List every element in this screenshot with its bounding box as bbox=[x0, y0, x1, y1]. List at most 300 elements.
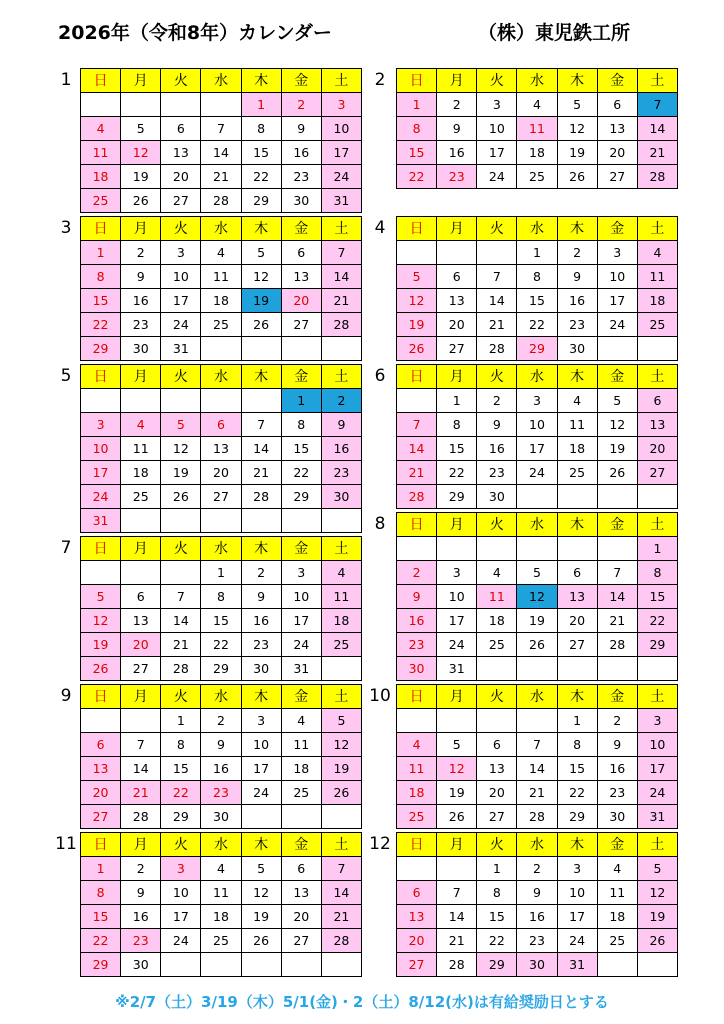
day-cell: 20 bbox=[437, 313, 477, 337]
month-number-9: 9 bbox=[60, 686, 72, 706]
day-cell: 19 bbox=[321, 757, 361, 781]
day-cell: 22 bbox=[81, 929, 121, 953]
empty-cell bbox=[397, 537, 437, 561]
day-cell: 29 bbox=[557, 805, 597, 829]
day-cell: 26 bbox=[241, 313, 281, 337]
day-cell: 25 bbox=[517, 165, 557, 189]
day-cell: 23 bbox=[121, 929, 161, 953]
weekday-header: 日 bbox=[81, 365, 121, 389]
day-cell: 20 bbox=[201, 461, 241, 485]
empty-cell bbox=[517, 709, 557, 733]
day-cell: 27 bbox=[281, 929, 321, 953]
day-cell: 5 bbox=[517, 561, 557, 585]
weekday-header: 木 bbox=[241, 537, 281, 561]
weekday-header: 木 bbox=[241, 685, 281, 709]
day-cell: 6 bbox=[281, 241, 321, 265]
empty-cell bbox=[637, 337, 677, 361]
day-cell: 18 bbox=[81, 165, 121, 189]
month-table-5 bbox=[80, 364, 362, 533]
day-cell: 13 bbox=[161, 141, 201, 165]
day-cell: 26 bbox=[557, 165, 597, 189]
day-cell: 5 bbox=[557, 93, 597, 117]
month-table-6 bbox=[396, 364, 678, 509]
day-cell: 14 bbox=[397, 437, 437, 461]
month-table-1 bbox=[80, 68, 362, 213]
day-cell: 3 bbox=[161, 241, 201, 265]
day-cell: 1 bbox=[161, 709, 201, 733]
day-cell: 10 bbox=[161, 265, 201, 289]
day-cell: 3 bbox=[81, 413, 121, 437]
weekday-header: 月 bbox=[121, 217, 161, 241]
day-cell: 21 bbox=[397, 461, 437, 485]
day-cell: 4 bbox=[637, 241, 677, 265]
empty-cell bbox=[121, 561, 161, 585]
day-cell: 27 bbox=[121, 657, 161, 681]
day-cell: 10 bbox=[437, 585, 477, 609]
day-cell: 23 bbox=[397, 633, 437, 657]
day-cell: 27 bbox=[81, 805, 121, 829]
day-cell: 11 bbox=[517, 117, 557, 141]
day-cell: 14 bbox=[321, 881, 361, 905]
day-cell: 16 bbox=[281, 141, 321, 165]
weekday-header: 金 bbox=[281, 537, 321, 561]
empty-cell bbox=[121, 93, 161, 117]
day-cell: 26 bbox=[517, 633, 557, 657]
day-cell: 23 bbox=[557, 313, 597, 337]
day-cell: 7 bbox=[321, 857, 361, 881]
day-cell: 8 bbox=[557, 733, 597, 757]
day-cell: 27 bbox=[397, 953, 437, 977]
empty-cell bbox=[161, 953, 201, 977]
day-cell: 7 bbox=[241, 413, 281, 437]
day-cell: 18 bbox=[557, 437, 597, 461]
day-cell: 1 bbox=[637, 537, 677, 561]
day-cell: 22 bbox=[437, 461, 477, 485]
day-cell: 31 bbox=[81, 509, 121, 533]
day-cell: 3 bbox=[597, 241, 637, 265]
day-cell: 11 bbox=[201, 265, 241, 289]
day-cell: 24 bbox=[321, 165, 361, 189]
day-cell: 17 bbox=[477, 141, 517, 165]
day-cell: 23 bbox=[477, 461, 517, 485]
weekday-header: 火 bbox=[477, 69, 517, 93]
day-cell: 14 bbox=[321, 265, 361, 289]
day-cell: 10 bbox=[477, 117, 517, 141]
day-cell: 7 bbox=[161, 585, 201, 609]
weekday-header: 月 bbox=[437, 69, 477, 93]
weekday-header: 月 bbox=[437, 217, 477, 241]
day-cell: 4 bbox=[281, 709, 321, 733]
month-table-11 bbox=[80, 832, 362, 977]
day-cell: 7 bbox=[201, 117, 241, 141]
day-cell: 21 bbox=[121, 781, 161, 805]
day-cell: 24 bbox=[81, 485, 121, 509]
day-cell: 17 bbox=[81, 461, 121, 485]
empty-cell bbox=[81, 709, 121, 733]
day-cell: 2 bbox=[121, 241, 161, 265]
day-cell: 10 bbox=[637, 733, 677, 757]
day-cell: 16 bbox=[241, 609, 281, 633]
day-cell: 24 bbox=[517, 461, 557, 485]
day-cell: 6 bbox=[281, 857, 321, 881]
day-cell: 21 bbox=[437, 929, 477, 953]
day-cell: 25 bbox=[201, 929, 241, 953]
empty-cell bbox=[241, 509, 281, 533]
day-cell: 5 bbox=[397, 265, 437, 289]
day-cell: 4 bbox=[397, 733, 437, 757]
day-cell: 6 bbox=[557, 561, 597, 585]
day-cell: 11 bbox=[321, 585, 361, 609]
day-cell: 4 bbox=[597, 857, 637, 881]
weekday-header: 火 bbox=[161, 537, 201, 561]
empty-cell bbox=[397, 709, 437, 733]
day-cell: 5 bbox=[637, 857, 677, 881]
empty-cell bbox=[281, 337, 321, 361]
month-number-3: 3 bbox=[60, 218, 72, 238]
day-cell: 18 bbox=[321, 609, 361, 633]
day-cell: 17 bbox=[437, 609, 477, 633]
day-cell: 26 bbox=[81, 657, 121, 681]
day-cell: 5 bbox=[597, 389, 637, 413]
empty-cell bbox=[597, 537, 637, 561]
day-cell: 18 bbox=[201, 289, 241, 313]
day-cell: 10 bbox=[241, 733, 281, 757]
day-cell: 25 bbox=[397, 805, 437, 829]
empty-cell bbox=[517, 657, 557, 681]
weekday-header: 木 bbox=[557, 217, 597, 241]
weekday-header: 土 bbox=[321, 685, 361, 709]
day-cell: 20 bbox=[161, 165, 201, 189]
weekday-header: 水 bbox=[517, 217, 557, 241]
day-cell: 19 bbox=[121, 165, 161, 189]
day-cell: 3 bbox=[281, 561, 321, 585]
day-cell: 9 bbox=[281, 117, 321, 141]
day-cell: 18 bbox=[201, 905, 241, 929]
weekday-header: 月 bbox=[437, 365, 477, 389]
day-cell: 11 bbox=[477, 585, 517, 609]
day-cell: 24 bbox=[161, 929, 201, 953]
empty-cell bbox=[161, 509, 201, 533]
weekday-header: 木 bbox=[557, 513, 597, 537]
day-cell: 15 bbox=[517, 289, 557, 313]
day-cell: 14 bbox=[637, 117, 677, 141]
day-cell: 20 bbox=[281, 289, 321, 313]
weekday-header: 日 bbox=[81, 217, 121, 241]
empty-cell bbox=[397, 389, 437, 413]
weekday-header: 火 bbox=[161, 685, 201, 709]
weekday-header: 火 bbox=[477, 217, 517, 241]
empty-cell bbox=[557, 537, 597, 561]
day-cell: 18 bbox=[397, 781, 437, 805]
empty-cell bbox=[161, 561, 201, 585]
day-cell: 16 bbox=[201, 757, 241, 781]
day-cell: 8 bbox=[397, 117, 437, 141]
day-cell: 29 bbox=[477, 953, 517, 977]
weekday-header: 水 bbox=[517, 365, 557, 389]
weekday-header: 水 bbox=[517, 833, 557, 857]
day-cell: 24 bbox=[281, 633, 321, 657]
weekday-header: 土 bbox=[321, 217, 361, 241]
day-cell: 4 bbox=[201, 241, 241, 265]
day-cell: 4 bbox=[477, 561, 517, 585]
day-cell: 30 bbox=[321, 485, 361, 509]
day-cell: 15 bbox=[281, 437, 321, 461]
month-table-12 bbox=[396, 832, 678, 977]
day-cell: 2 bbox=[397, 561, 437, 585]
day-cell: 7 bbox=[121, 733, 161, 757]
weekday-header: 日 bbox=[81, 537, 121, 561]
weekday-header: 木 bbox=[557, 685, 597, 709]
weekday-header: 月 bbox=[121, 365, 161, 389]
day-cell: 28 bbox=[201, 189, 241, 213]
empty-cell bbox=[321, 657, 361, 681]
day-cell: 24 bbox=[477, 165, 517, 189]
day-cell: 21 bbox=[321, 905, 361, 929]
day-cell: 24 bbox=[557, 929, 597, 953]
day-cell: 4 bbox=[81, 117, 121, 141]
weekday-header: 土 bbox=[321, 833, 361, 857]
day-cell: 25 bbox=[81, 189, 121, 213]
day-cell: 2 bbox=[597, 709, 637, 733]
weekday-header: 金 bbox=[597, 69, 637, 93]
weekday-header: 月 bbox=[121, 537, 161, 561]
day-cell: 28 bbox=[477, 337, 517, 361]
day-cell: 16 bbox=[597, 757, 637, 781]
day-cell: 10 bbox=[597, 265, 637, 289]
empty-cell bbox=[281, 509, 321, 533]
day-cell: 30 bbox=[121, 337, 161, 361]
weekday-header: 水 bbox=[201, 365, 241, 389]
day-cell: 24 bbox=[161, 313, 201, 337]
day-cell: 22 bbox=[557, 781, 597, 805]
day-cell: 13 bbox=[637, 413, 677, 437]
day-cell: 11 bbox=[81, 141, 121, 165]
weekday-header: 金 bbox=[597, 365, 637, 389]
day-cell: 6 bbox=[81, 733, 121, 757]
day-cell: 19 bbox=[597, 437, 637, 461]
day-cell: 28 bbox=[637, 165, 677, 189]
day-cell: 17 bbox=[597, 289, 637, 313]
day-cell: 14 bbox=[437, 905, 477, 929]
day-cell: 14 bbox=[477, 289, 517, 313]
day-cell: 26 bbox=[637, 929, 677, 953]
day-cell: 21 bbox=[201, 165, 241, 189]
day-cell: 10 bbox=[517, 413, 557, 437]
day-cell: 15 bbox=[201, 609, 241, 633]
weekday-header: 水 bbox=[517, 513, 557, 537]
day-cell: 27 bbox=[557, 633, 597, 657]
day-cell: 30 bbox=[281, 189, 321, 213]
day-cell: 13 bbox=[557, 585, 597, 609]
day-cell: 23 bbox=[281, 165, 321, 189]
day-cell: 22 bbox=[161, 781, 201, 805]
day-cell: 30 bbox=[477, 485, 517, 509]
empty-cell bbox=[597, 953, 637, 977]
day-cell: 2 bbox=[201, 709, 241, 733]
weekday-header: 月 bbox=[121, 833, 161, 857]
day-cell: 19 bbox=[517, 609, 557, 633]
weekday-header: 金 bbox=[281, 833, 321, 857]
weekday-header: 土 bbox=[637, 365, 677, 389]
day-cell: 2 bbox=[517, 857, 557, 881]
day-cell: 30 bbox=[241, 657, 281, 681]
month-table-3 bbox=[80, 216, 362, 361]
day-cell: 10 bbox=[161, 881, 201, 905]
day-cell: 7 bbox=[517, 733, 557, 757]
month-table-8 bbox=[396, 512, 678, 681]
weekday-header: 月 bbox=[121, 69, 161, 93]
day-cell: 3 bbox=[477, 93, 517, 117]
day-cell: 21 bbox=[477, 313, 517, 337]
weekday-header: 水 bbox=[201, 833, 241, 857]
day-cell: 2 bbox=[121, 857, 161, 881]
day-cell: 26 bbox=[121, 189, 161, 213]
paid-leave-note: ※2/7（土）3/19（木）5/1(金)・2（土）8/12(水)は有給奨励日とする bbox=[115, 993, 609, 1011]
day-cell: 22 bbox=[201, 633, 241, 657]
weekday-header: 日 bbox=[397, 365, 437, 389]
weekday-header: 火 bbox=[161, 833, 201, 857]
day-cell: 12 bbox=[397, 289, 437, 313]
day-cell: 20 bbox=[81, 781, 121, 805]
day-cell: 14 bbox=[201, 141, 241, 165]
day-cell: 26 bbox=[161, 485, 201, 509]
empty-cell bbox=[477, 657, 517, 681]
month-table-10 bbox=[396, 684, 678, 829]
day-cell: 18 bbox=[477, 609, 517, 633]
day-cell: 6 bbox=[201, 413, 241, 437]
day-cell: 5 bbox=[121, 117, 161, 141]
month-number-1: 1 bbox=[60, 70, 72, 90]
day-cell: 13 bbox=[597, 117, 637, 141]
day-cell: 19 bbox=[161, 461, 201, 485]
month-number-11: 11 bbox=[55, 834, 77, 854]
day-cell: 9 bbox=[121, 265, 161, 289]
day-cell: 13 bbox=[437, 289, 477, 313]
weekday-header: 水 bbox=[517, 685, 557, 709]
day-cell: 2 bbox=[281, 93, 321, 117]
day-cell: 31 bbox=[437, 657, 477, 681]
day-cell: 13 bbox=[121, 609, 161, 633]
day-cell: 1 bbox=[201, 561, 241, 585]
weekday-header: 土 bbox=[637, 685, 677, 709]
day-cell: 18 bbox=[281, 757, 321, 781]
weekday-header: 火 bbox=[161, 365, 201, 389]
day-cell: 15 bbox=[477, 905, 517, 929]
empty-cell bbox=[161, 93, 201, 117]
weekday-header: 金 bbox=[281, 217, 321, 241]
day-cell: 12 bbox=[517, 585, 557, 609]
day-cell: 28 bbox=[597, 633, 637, 657]
day-cell: 27 bbox=[477, 805, 517, 829]
day-cell: 2 bbox=[437, 93, 477, 117]
day-cell: 9 bbox=[437, 117, 477, 141]
day-cell: 2 bbox=[321, 389, 361, 413]
day-cell: 23 bbox=[437, 165, 477, 189]
day-cell: 30 bbox=[517, 953, 557, 977]
day-cell: 1 bbox=[241, 93, 281, 117]
day-cell: 17 bbox=[241, 757, 281, 781]
weekday-header: 水 bbox=[201, 217, 241, 241]
day-cell: 16 bbox=[517, 905, 557, 929]
day-cell: 30 bbox=[397, 657, 437, 681]
empty-cell bbox=[557, 657, 597, 681]
weekday-header: 火 bbox=[477, 365, 517, 389]
day-cell: 2 bbox=[241, 561, 281, 585]
day-cell: 21 bbox=[161, 633, 201, 657]
day-cell: 4 bbox=[517, 93, 557, 117]
day-cell: 12 bbox=[121, 141, 161, 165]
weekday-header: 金 bbox=[597, 513, 637, 537]
day-cell: 24 bbox=[597, 313, 637, 337]
empty-cell bbox=[161, 389, 201, 413]
weekday-header: 火 bbox=[161, 217, 201, 241]
day-cell: 21 bbox=[241, 461, 281, 485]
day-cell: 25 bbox=[121, 485, 161, 509]
empty-cell bbox=[517, 537, 557, 561]
day-cell: 19 bbox=[241, 905, 281, 929]
day-cell: 8 bbox=[161, 733, 201, 757]
day-cell: 19 bbox=[241, 289, 281, 313]
weekday-header: 土 bbox=[637, 69, 677, 93]
day-cell: 12 bbox=[241, 265, 281, 289]
day-cell: 8 bbox=[281, 413, 321, 437]
month-number-10: 10 bbox=[369, 686, 391, 706]
day-cell: 9 bbox=[201, 733, 241, 757]
day-cell: 29 bbox=[201, 657, 241, 681]
day-cell: 17 bbox=[161, 289, 201, 313]
empty-cell bbox=[201, 337, 241, 361]
day-cell: 22 bbox=[241, 165, 281, 189]
day-cell: 13 bbox=[477, 757, 517, 781]
day-cell: 15 bbox=[81, 905, 121, 929]
day-cell: 7 bbox=[437, 881, 477, 905]
month-table-2 bbox=[396, 68, 678, 189]
day-cell: 3 bbox=[517, 389, 557, 413]
day-cell: 28 bbox=[437, 953, 477, 977]
day-cell: 9 bbox=[121, 881, 161, 905]
empty-cell bbox=[201, 509, 241, 533]
day-cell: 17 bbox=[557, 905, 597, 929]
day-cell: 7 bbox=[637, 93, 677, 117]
empty-cell bbox=[437, 241, 477, 265]
weekday-header: 火 bbox=[477, 833, 517, 857]
day-cell: 26 bbox=[397, 337, 437, 361]
day-cell: 3 bbox=[557, 857, 597, 881]
weekday-header: 月 bbox=[121, 685, 161, 709]
weekday-header: 金 bbox=[597, 217, 637, 241]
weekday-header: 金 bbox=[597, 833, 637, 857]
day-cell: 23 bbox=[517, 929, 557, 953]
day-cell: 10 bbox=[557, 881, 597, 905]
day-cell: 29 bbox=[517, 337, 557, 361]
day-cell: 30 bbox=[557, 337, 597, 361]
weekday-header: 土 bbox=[321, 537, 361, 561]
day-cell: 23 bbox=[321, 461, 361, 485]
empty-cell bbox=[637, 657, 677, 681]
day-cell: 8 bbox=[517, 265, 557, 289]
day-cell: 12 bbox=[557, 117, 597, 141]
weekday-header: 水 bbox=[517, 69, 557, 93]
weekday-header: 日 bbox=[397, 217, 437, 241]
month-number-12: 12 bbox=[369, 834, 391, 854]
day-cell: 20 bbox=[557, 609, 597, 633]
day-cell: 23 bbox=[201, 781, 241, 805]
day-cell: 16 bbox=[121, 289, 161, 313]
day-cell: 28 bbox=[517, 805, 557, 829]
day-cell: 2 bbox=[557, 241, 597, 265]
day-cell: 28 bbox=[241, 485, 281, 509]
day-cell: 16 bbox=[477, 437, 517, 461]
